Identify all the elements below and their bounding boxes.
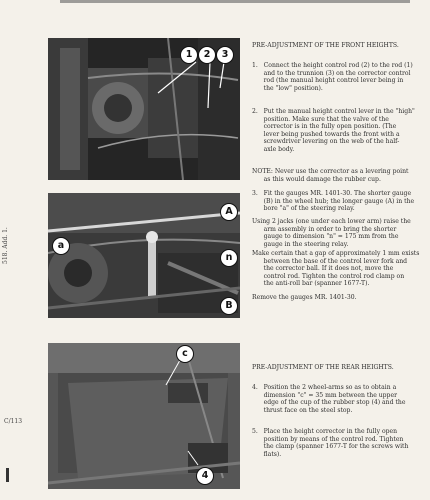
margin-reference: 518. Add. 1. bbox=[2, 227, 9, 264]
front-gap: Make certain that a gap of approximately 1 mm exists between the base of the control lever fork and the corrector ball. If it does not, move the control rod. Tighten the control rod clamp on the anti-roll bar (spanner 1677-T). bbox=[252, 250, 420, 288]
front-heading: PRE-ADJUSTMENT OF THE FRONT HEIGHTS. bbox=[252, 42, 399, 49]
photo-rear-stop bbox=[48, 343, 240, 489]
front-note: NOTE: Never use the corrector as a levering point as this would damage the rubber cup. bbox=[252, 168, 409, 183]
front-step-3: 3. Fit the gauges MR. 1401-30. The shorter gauge (B) in the wheel hub; the longer gauge (A) in the bore "a" of the steering relay. bbox=[252, 190, 415, 213]
front-jacks: Using 2 jacks (one under each lower arm) raise the arm assembly in order to bring the shorter gauge to dimension "n" = 175 mm from the gauge in the steering relay. bbox=[252, 218, 411, 248]
callout-c: c bbox=[176, 345, 194, 363]
photo-rear-stop-image bbox=[48, 343, 240, 489]
page-reference: C/113 bbox=[4, 418, 23, 425]
callout-4: 4 bbox=[196, 467, 214, 485]
rear-heading: PRE-ADJUSTMENT OF THE REAR HEIGHTS. bbox=[252, 364, 394, 371]
callout-a: a bbox=[52, 237, 70, 255]
callout-2: 2 bbox=[198, 46, 216, 64]
callout-A: A bbox=[220, 203, 238, 221]
photo-front-gauges bbox=[48, 193, 240, 318]
callout-3: 3 bbox=[216, 46, 234, 64]
rear-step-4: 4. Position the 2 wheel-arms so as to obtain a dimension "c" = 35 mm between the upper edge of the cup of the rubber stop (4) and the thrust face on the steel stop. bbox=[252, 384, 406, 414]
edge-mark bbox=[6, 468, 9, 482]
front-step-1: 1. Connect the height control rod (2) to the rod (1) and to the trunnion (3) on the corrector control rod (the manual height control lever being in the "low" position). bbox=[252, 62, 413, 92]
photo-front-corrector bbox=[48, 38, 240, 180]
front-step-2: 2. Put the manual height control lever in the "high" position. Make sure that the valve of the corrector is in the fully open position. (The lever being pushed towards the front with a screwdriver levering on the web of the half- axle body. bbox=[252, 108, 415, 153]
photo-front-gauges-image bbox=[48, 193, 240, 318]
front-remove: Remove the gauges MR. 1401-30. bbox=[252, 294, 357, 301]
rear-step-5: 5. Place the height corrector in the fully open position by means of the control rod. Tighten the clamp (spanner 1677-T for the screws with flats). bbox=[252, 428, 409, 458]
callout-B: B bbox=[220, 297, 238, 315]
callout-1: 1 bbox=[180, 46, 198, 64]
page-top-rule bbox=[60, 0, 410, 3]
callout-n: n bbox=[220, 249, 238, 267]
